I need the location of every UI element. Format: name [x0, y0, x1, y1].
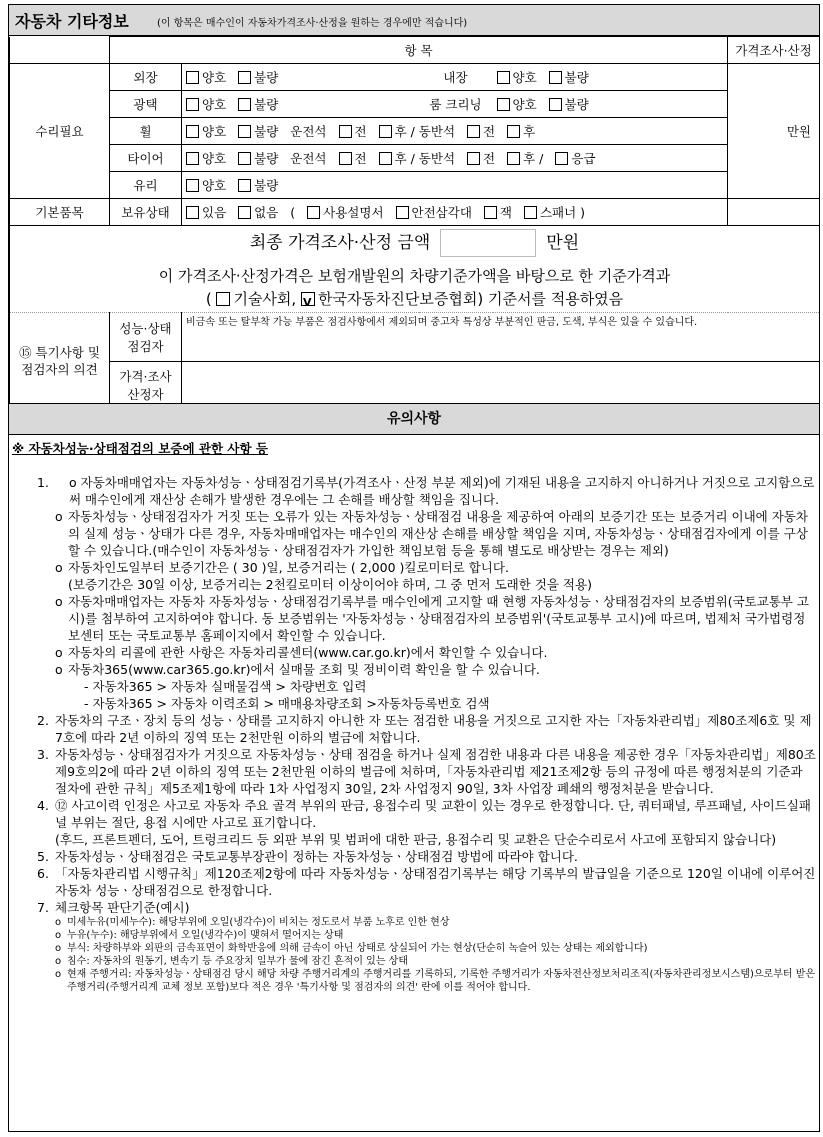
col-item-header: 항 목	[110, 37, 728, 64]
criteria-item	[55, 955, 817, 968]
notice-subline: (보증기간은 30일 이상, 보증거리는 2천킬로미터 이상이어야 하며, 그 중 먼저 도래한 것을 적용)	[68, 577, 592, 592]
notice-text: 자동차매매업자는 자동차 자동차성능ㆍ상태점검기록부를 매수인에게 고지할 때 현행 자동차성능ㆍ상태점검자의 보증범위(국토교통부 고시)를 첨부하여 고지하여야 합니다. 동 보증범위는 '자동차성능ㆍ상태점검자의 보증범위'(국토교통부 고시)에 따르며, 법제처 국가법령정보센터 또는 국토교통부 홈페이지에서 확인할 수 있습니다.	[68, 594, 809, 643]
price-appraiser-label: 가격·조사산정자	[110, 362, 182, 409]
criteria-text: 누유(누수): 해당부위에서 오일(냉각수)이 맺혀서 떨어지는 상태	[67, 930, 344, 941]
notice-number: 6.	[37, 866, 49, 881]
wheel-passenger-front-checkbox[interactable]	[467, 125, 480, 138]
final-price-label: 최종 가격조사·산정 금액	[249, 232, 431, 253]
exterior-label: 외장	[110, 64, 182, 91]
notice-text: ο 자동차매매업자는 자동차성능ㆍ상태점검기록부(가격조사ㆍ산정 부분 제외)에 기재된 내용을 고지하지 아니하거나 거짓으로 고지함으로써 매수인에게 재산상 손해가 발생한 경우에는 그 손해를 배상할 책임을 집니다.	[69, 475, 815, 507]
repair-label: 수리필요	[10, 64, 110, 199]
bullet-icon: ο	[55, 645, 63, 660]
gloss-bad-checkbox[interactable]	[238, 98, 251, 111]
glass-label: 유리	[110, 172, 182, 199]
tire-passenger-front-checkbox[interactable]	[467, 152, 480, 165]
bullet-icon: ο	[55, 560, 63, 575]
bullet-icon: ο	[55, 917, 62, 928]
bullet-icon: ο	[55, 943, 62, 954]
notice-item	[37, 746, 817, 797]
special-notes-label: ⑮ 특기사항 및 점검자의 의견	[10, 313, 110, 409]
notice-text: 자동차인도일부터 보증기간은 ( 30 )일, 보증거리는 ( 2,000 )킬로미터로 합니다.	[68, 560, 509, 575]
tire-bad-checkbox[interactable]	[238, 152, 251, 165]
wheel-driver-front-checkbox[interactable]	[339, 125, 352, 138]
corner-cell	[10, 37, 110, 64]
notice-text: 자동차의 구조ㆍ장치 등의 성능ㆍ상태를 고지하지 아니한 자 또는 점검한 내용을 거짓으로 고지한 자는「자동차관리법」제80조제6호 및 제7호에 따라 2년 이하의 징역 또는 2천만원 이하의 벌금에 처합니다.	[55, 713, 812, 745]
possession-none-checkbox[interactable]	[238, 206, 251, 219]
wheel-passenger-rear-checkbox[interactable]	[507, 125, 520, 138]
bullet-icon: ο	[55, 956, 62, 967]
final-price-block: 최종 가격조사·산정 금액 만원 이 가격조사·산정가격은 보험개발원의 차량기준가액을 바탕으로 한 기준가격과 ( 기술사회, V 한국자동차진단보증협회) 기준서를 적용하였음	[10, 226, 820, 313]
tire-driver-front-checkbox[interactable]	[339, 152, 352, 165]
notice-number: 5.	[37, 849, 49, 864]
notice-subline: - 자동차365 > 자동차 이력조회 > 매매용차량조회 >자동차등록번호 검색	[84, 696, 490, 711]
basic-price-cell	[728, 199, 820, 226]
interior-label: 내장	[419, 64, 493, 91]
form-header	[9, 5, 819, 36]
notice-bullet-item	[55, 644, 817, 661]
tire-good-checkbox[interactable]	[186, 152, 199, 165]
room-clean-good-checkbox[interactable]	[497, 98, 510, 111]
room-clean-label: 룸 크리닝	[419, 91, 493, 118]
notice-subline: (후드, 프론트펜더, 도어, 트렁크리드 등 외판 부위 및 범퍼에 대한 판금, 용접수리 및 교환은 단순수리로서 사고에 포함되지 않습니다)	[55, 832, 777, 847]
tire-emergency-checkbox[interactable]	[555, 152, 568, 165]
criteria-text: 부식: 차량하부와 외판의 금속표면이 화학반응에 의해 금속이 아닌 상태로 상실되어 가는 현상(단순히 녹슬어 있는 상태는 제외합니다)	[67, 943, 648, 954]
gloss-good-checkbox[interactable]	[186, 98, 199, 111]
notice-item	[37, 848, 817, 865]
notice-text: 「자동차관리법 시행규칙」제120조제2항에 따라 자동차성능ㆍ상태점검기록부는 해당 기록부의 발급일을 기준으로 120일 이내에 이루어진 자동차 성능ㆍ상태점검으로 한정합니다.	[55, 866, 816, 898]
possession-label: 보유상태	[110, 199, 182, 226]
exterior-bad-checkbox[interactable]	[238, 71, 251, 84]
kaida-checkbox[interactable]	[301, 292, 315, 306]
criteria-item	[55, 916, 817, 929]
form-title: 자동차 기타정보	[15, 12, 129, 31]
spanner-checkbox[interactable]	[524, 206, 537, 219]
notice-item	[37, 899, 817, 916]
tech-society-label: 기술사회,	[233, 289, 297, 308]
notice-item	[37, 474, 817, 508]
criteria-text: 현재 주행거리: 자동차성능ㆍ상태점검 당시 해당 차량 주행거리계의 주행거리를 기록하되, 기록한 주행거리가 자동차전산정보처리조직(자동차관리정보시스템)으로부터 받은 주행거리(주행거리계 교체 정보 포함)보다 적은 경우 '특기사항 및 점검자의 의견' 란에 이를 적어야 합니다.	[67, 969, 816, 993]
perf-inspector-text: 비금속 또는 탈부착 가능 부품은 점검사항에서 제외되며 중고차 특성상 부분적인 판금, 도색, 부식은 있을 수 있습니다.	[182, 313, 820, 362]
bullet-icon: ο	[55, 594, 63, 609]
notice-text: 자동차의 리콜에 관한 사항은 자동차리콜센터(www.car.go.kr)에서 확인할 수 있습니다.	[68, 645, 548, 660]
perf-inspector-label: 성능·상태점검자	[110, 313, 182, 362]
notice-text: 자동차성능ㆍ상태점검자가 거짓 또는 오류가 있는 자동차성능ㆍ상태점검 내용을 제공하여 아래의 보증기간 또는 보증거리 이내에 자동차의 실제 성능ㆍ상태가 다른 경우, 자동차매매업자는 매수인의 재산상 손해를 배상할 책임을 지며, 자동차성능ㆍ상태점검자에게 이를 구상할 수 있습니다.(매수인이 자동차성능ㆍ상태점검자가 가입한 책임보험 등을 통해 별도로 배상받는 경우는 제외)	[68, 509, 808, 558]
notice-item	[37, 797, 817, 848]
notice-number: 4.	[37, 798, 49, 813]
reference-line-1: 이 가격조사·산정가격은 보험개발원의 차량기준가액을 바탕으로 한 기준가격과	[158, 266, 671, 285]
vehicle-other-info-form	[8, 4, 820, 1132]
exterior-good-checkbox[interactable]	[186, 71, 199, 84]
tire-driver-rear-checkbox[interactable]	[379, 152, 392, 165]
wheel-driver-rear-checkbox[interactable]	[379, 125, 392, 138]
criteria-item	[55, 929, 817, 942]
notice-list	[37, 474, 817, 994]
notice-number: 1.	[37, 475, 49, 490]
notice-item	[37, 865, 817, 899]
wheel-label: 휠	[110, 118, 182, 145]
inspection-table: 항 목 가격조사·산정 수리필요 외장 양호 불량 내장 양호 불량 만원 광택 양호 불량 룸 크리닝 양호 불량 휠 양호 불량 운전석 전 후 / 동반석 전 후 타이어 양호 불량 운전석 전 후 / 동반석 전 후 / 응급 유리 양호 불량 기본품목 보유상태 있음 없음 ( 사용설명서 안전삼각대 잭 스패너 ) 최종 가격조사·산정 금액 만원 이 가격조사·산정가격은 보험개발원의 차량기준가액을 바탕으로 한 기준가격과 ( 기술사회, V 한국자동차진단보증협회) 기준서를 적용하였음 ⑮ 특기사항 및 점검자의 의견 성능·상태점검자 비금속 또는 탈부착 가능 부품은 점검사항에서 제외되며 중고차 특성상 부분적인 판금, 도색, 부식은 있을 수 있습니다. 가격·조사산정자	[9, 36, 820, 409]
triangle-checkbox[interactable]	[396, 206, 409, 219]
notice-section-title: ※ 자동차성능·상태점검의 보증에 관한 사항 등	[12, 441, 269, 456]
tire-label: 타이어	[110, 145, 182, 172]
notice-header: 유의사항	[9, 403, 819, 435]
notice-item	[37, 712, 817, 746]
form-subtitle: (이 항목은 매수인이 자동차가격조사·산정을 원하는 경우에만 적습니다)	[157, 18, 468, 29]
jack-checkbox[interactable]	[484, 206, 497, 219]
notice-text: 자동차성능ㆍ상태점검은 국토교통부장관이 정하는 자동차성능ㆍ상태점검 방법에 따라야 합니다.	[55, 849, 578, 864]
bullet-icon: ο	[55, 662, 63, 677]
kaida-label: 한국자동차진단보증협회) 기준서를 적용하였음	[317, 289, 624, 308]
interior-bad-checkbox[interactable]	[549, 71, 562, 84]
notice-text: ⑫ 사고이력 인정은 사고로 자동차 주요 골격 부위의 판금, 용접수리 및 교환이 있는 경우로 한정합니다. 단, 쿼터패널, 루프패널, 사이드실패널 부위는 절단, 용접 시에만 사고로 표기합니다.	[55, 798, 811, 830]
gloss-label: 광택	[110, 91, 182, 118]
glass-good-checkbox[interactable]	[186, 179, 199, 192]
price-unit: 만원	[728, 64, 820, 199]
tech-society-checkbox[interactable]	[216, 292, 230, 306]
bullet-icon: ο	[55, 969, 62, 980]
notice-text: 자동차성능ㆍ상태점검자가 거짓으로 자동차성능ㆍ상태 점검을 하거나 실제 점검한 내용과 다른 내용을 제공한 경우「자동차관리법」제80조제9호의2에 따라 2년 이하의 징역 또는 2천만원 이하의 벌금에 처하며,「자동차관리법 제21조제2항 등의 규정에 따른 행정처분의 기준과 절차에 관한 규칙」제5조제1항에 따라 1차 사업정지 30일, 2차 사업정지 90일, 3차 사업장 폐쇄의 행정처분을 받습니다.	[55, 747, 816, 796]
notice-number: 7.	[37, 900, 49, 915]
possession-have-checkbox[interactable]	[186, 206, 199, 219]
interior-good-checkbox[interactable]	[497, 71, 510, 84]
final-price-input[interactable]	[440, 229, 536, 257]
tire-passenger-rear-checkbox[interactable]	[507, 152, 520, 165]
notice-bullet-item	[55, 508, 817, 559]
notice-text: 체크항목 판단기준(예시)	[55, 900, 190, 915]
notice-bullet-item	[55, 559, 817, 593]
basic-items-label: 기본품목	[10, 199, 110, 226]
bullet-icon: ο	[55, 930, 62, 941]
notice-bullet-item	[55, 661, 817, 712]
bullet-icon: ο	[55, 509, 63, 524]
notice-bullet-item	[55, 593, 817, 644]
price-appraiser-text	[182, 362, 820, 409]
wheel-bad-checkbox[interactable]	[238, 125, 251, 138]
glass-bad-checkbox[interactable]	[238, 179, 251, 192]
notice-text: 자동차365(www.car365.go.kr)에서 실매물 조회 및 정비이력 확인을 할 수 있습니다.	[68, 662, 540, 677]
criteria-item	[55, 942, 817, 955]
criteria-text: 침수: 자동차의 원동기, 변속기 등 주요장치 일부가 물에 잠긴 흔적이 있는 상태	[67, 956, 408, 967]
notice-subline: - 자동차365 > 자동차 실매물검색 > 차량번호 입력	[84, 679, 367, 694]
manual-checkbox[interactable]	[307, 206, 320, 219]
notice-number: 2.	[37, 713, 49, 728]
criteria-item	[55, 968, 817, 994]
col-price-header: 가격조사·산정	[728, 37, 820, 64]
wheel-good-checkbox[interactable]	[186, 125, 199, 138]
final-price-unit: 만원	[546, 232, 580, 253]
notice-number: 3.	[37, 747, 49, 762]
room-clean-bad-checkbox[interactable]	[549, 98, 562, 111]
criteria-text: 미세누유(미세누수): 해당부위에 오일(냉각수)이 비치는 정도로서 부품 노후로 인한 현상	[67, 917, 450, 928]
